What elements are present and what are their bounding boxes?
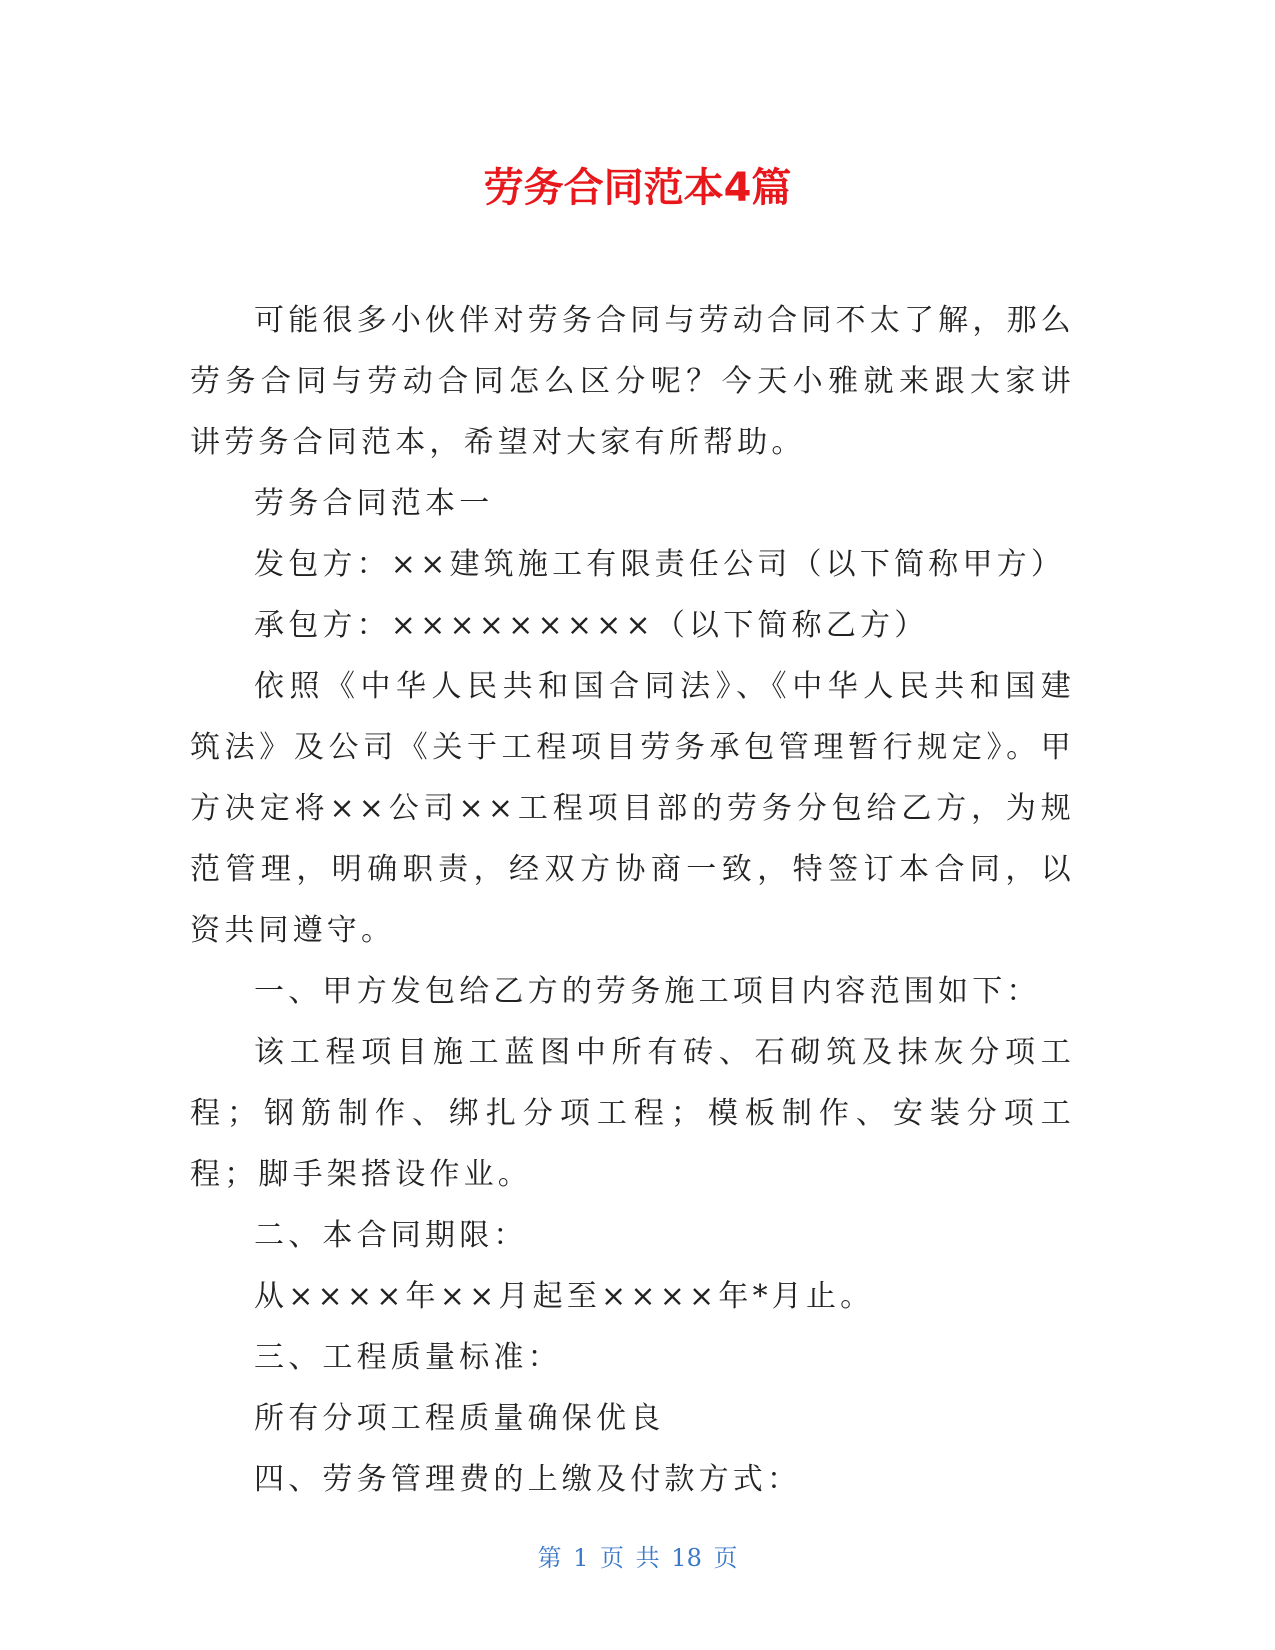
document-title: 劳务合同范本4篇 xyxy=(483,165,792,211)
page-number-footer: 第 1 页 共 18 页 xyxy=(537,1544,738,1572)
clause-4-heading: 四、劳务管理费的上缴及付款方式： xyxy=(254,1462,802,1497)
clause-1-heading: 一、甲方发包给乙方的劳务施工项目内容范围如下： xyxy=(254,974,1041,1009)
clause-2-heading: 二、本合同期限： xyxy=(254,1218,528,1253)
clause-2-body: 从××××年××月起至××××年*月止。 xyxy=(254,1279,875,1314)
party-a-line: 发包方：××建筑施工有限责任公司（以下简称甲方） xyxy=(254,547,1066,582)
section-heading: 劳务合同范本一 xyxy=(254,486,494,521)
party-b-line: 承包方：×××××××××（以下简称乙方） xyxy=(254,608,929,643)
clause-1-body: 该工程项目施工蓝图中所有砖、石砌筑及抹灰分项工程；钢筋制作、绑扎分项工程；模板制作、安装分项工程；脚手架搭设作业。 xyxy=(190,1035,1075,1192)
intro-paragraph: 可能很多小伙伴对劳务合同与劳动合同不太了解，那么劳务合同与劳动合同怎么区分呢？今天小雅就来跟大家讲讲劳务合同范本，希望对大家有所帮助。 xyxy=(190,303,1075,460)
document-body xyxy=(190,290,1075,1510)
legal-basis-paragraph: 依照《中华人民共和国合同法》、《中华人民共和国建筑法》及公司《关于工程项目劳务承包管理暂行规定》。甲方决定将××公司××工程项目部的劳务分包给乙方，为规范管理，明确职责，经双方协商一致，特签订本合同，以资共同遵守。 xyxy=(190,669,1075,948)
clause-3-body: 所有分项工程质量确保优良 xyxy=(254,1401,665,1436)
clause-3-heading: 三、工程质量标准： xyxy=(254,1340,562,1375)
